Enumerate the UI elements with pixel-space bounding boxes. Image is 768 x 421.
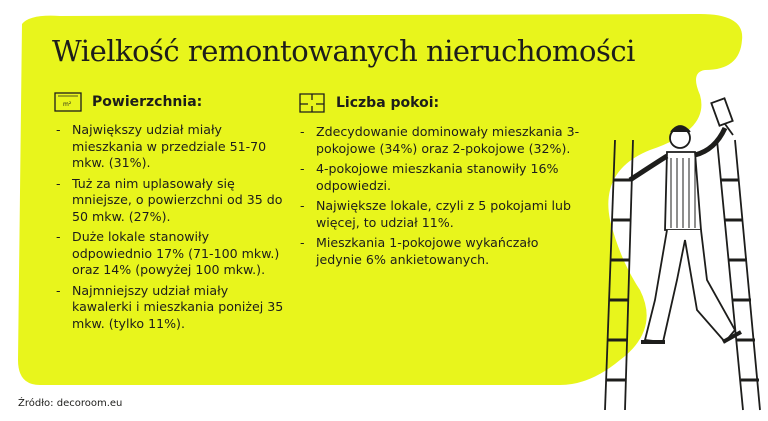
list-item: - Największe lokale, czyli z 5 pokojami lub więcej, to udział 11%. — [298, 198, 588, 231]
rooms-heading: Liczba pokoi: — [336, 95, 440, 111]
list-item: - Mieszkania 1-pokojowe wykańczało jedynie 6% ankietowanych. — [298, 235, 588, 268]
painter-on-ladder-illustration — [585, 80, 765, 415]
svg-text:m²: m² — [63, 101, 72, 108]
area-heading: Powierzchnia: — [92, 94, 203, 110]
area-section — [54, 92, 284, 336]
page-title: Wielkość remontowanych nieruchomości — [52, 34, 635, 68]
list-item: - 4-pokojowe mieszkania stanowiły 16% odpowiedzi. — [298, 161, 588, 194]
area-m2-icon — [54, 92, 82, 112]
floor-plan-icon — [298, 92, 326, 114]
list-item: - Największy udział miały mieszkania w przedziale 51-70 mkw. (31%). — [54, 122, 284, 172]
rooms-section — [298, 92, 588, 272]
source-note: Źródło: decoroom.eu — [18, 398, 123, 409]
list-item: - Zdecydowanie dominowały mieszkania 3-pokojowe (34%) oraz 2-pokojowe (32%). — [298, 124, 588, 157]
list-item: - Tuż za nim uplasowały się mniejsze, o powierzchni od 35 do 50 mkw. (27%). — [54, 176, 284, 226]
list-item: - Duże lokale stanowiły odpowiednio 17% (71-100 mkw.) oraz 14% (powyżej 100 mkw.). — [54, 229, 284, 279]
list-item: - Najmniejszy udział miały kawalerki i mieszkania poniżej 35 mkw. (tylko 11%). — [54, 283, 284, 333]
